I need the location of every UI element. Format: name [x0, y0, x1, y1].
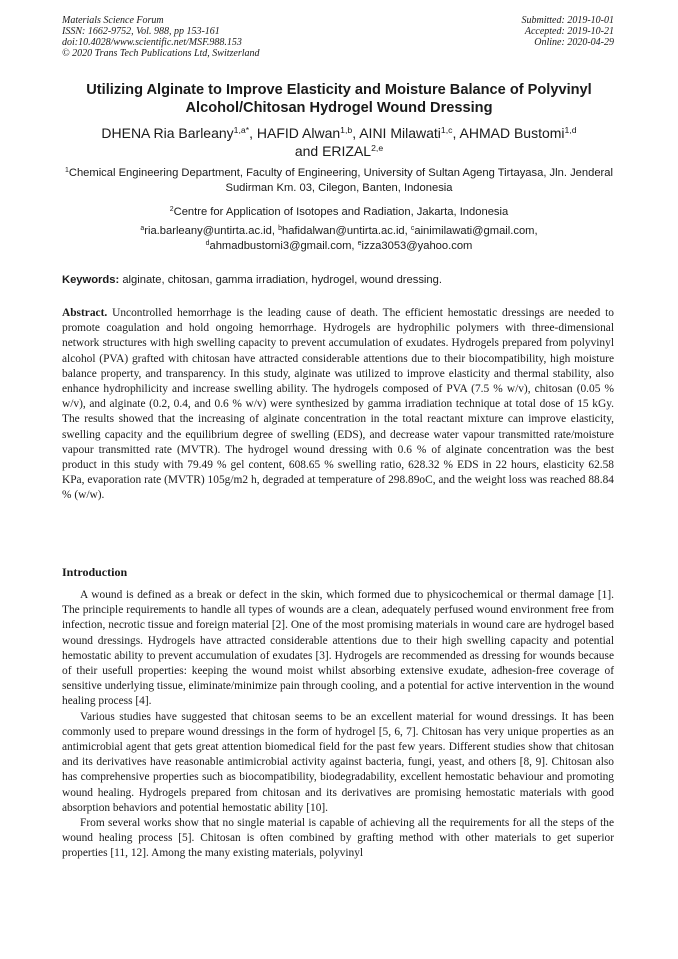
author-name: HAFID Alwan	[256, 125, 341, 141]
journal-issn: ISSN: 1662-9752, Vol. 988, pp 153-161	[62, 26, 220, 37]
author-list: DHENA Ria Barleany$^{1,a*}$, HAFID Alwan$^{1,b}$, AINI Milawati$^{1,c}$, AHMAD Bustomi$^{1,d}$ and ERIZAL$^{2,e}$	[101, 125, 577, 159]
author-name: AINI Milawati	[359, 125, 441, 141]
keywords	[62, 273, 614, 288]
submission-dates	[522, 15, 615, 48]
email-mark: c	[410, 225, 415, 233]
journal-name: Materials Science Forum	[62, 15, 164, 26]
paragraph: A wound is defined as a break or defect in the skin, which formed due to physicochemical or thermal damage [1]. The principle requirements to handle all types of wounds are a clean, adequately perfused wound environment free from infection, necrotic tissue and foreign material [2]. One of the most promising materials in wound care are hydrogel based wound dressings. Hydrogels have attracted considerable attentions due to their high swelling capacity and potential hemostatic ability to prevent accumulation of exudates [3]. Hydrogels are recommended as dressing for wounds because of their usefull properties: keeping the wound moist whilst absorbing extensive exudate, adhesion-free coverage of sensitive underlying tissue, eliminate/minimize pain through cooling, and a potential for active intervention in the wound healing process [4].	[62, 589, 615, 708]
author-name: ERIZAL	[322, 143, 372, 159]
author-affiliation-mark: 2,e	[371, 143, 384, 154]
email-link[interactable]: ria.barleany@untirta.ac.id	[144, 225, 272, 237]
author-affiliation-mark: 1,c	[440, 125, 453, 136]
affiliation-1	[40, 166, 638, 196]
paragraph: From several works show that no single material is capable of achieving all the requirements for all the steps of the wound healing process [5]. Chitosan is often combined by grafting method with other materials to get superior properties [11, 12]. Among the many existing materials, polyvinyl	[62, 817, 614, 860]
abstract-label: Abstract.	[62, 307, 108, 319]
journal-info	[62, 15, 260, 59]
abstract	[62, 306, 614, 504]
keywords-label: Keywords:	[62, 274, 120, 286]
affiliation-mark: 1	[65, 167, 69, 175]
keywords-text: alginate, chitosan, gamma irradiation, hydrogel, wound dressing.	[122, 274, 442, 286]
affiliation-mark: 2	[169, 206, 174, 214]
section-heading-introduction: Introduction	[62, 565, 128, 579]
submitted-date: Submitted: 2019-10-01	[521, 15, 614, 26]
author-name: DHENA Ria Barleany	[101, 125, 234, 141]
email-link[interactable]: izza3053@yahoo.com	[361, 240, 473, 252]
affiliation-2	[40, 205, 638, 220]
email-link[interactable]: ahmadbustomi3@gmail.com	[209, 240, 352, 252]
author-affiliation-mark: 1,d	[564, 125, 577, 136]
email-mark: a	[140, 225, 145, 233]
email-mark: d	[205, 240, 210, 248]
email-mark: b	[278, 225, 282, 233]
author-affiliation-mark: 1,a*	[233, 125, 250, 136]
email-link[interactable]: ainimilawati@gmail.com	[414, 225, 535, 237]
email-link[interactable]: hafidalwan@untirta.ac.id	[281, 225, 405, 237]
affiliation-text: Chemical Engineering Department, Faculty of Engineering, University of Sultan Ageng Tirtayasa, Jln. Jenderal Sudirman Km. 03, Cilegon, Banten, Indonesia	[68, 167, 613, 194]
introduction-body	[62, 588, 614, 862]
author-emails: $^a$ria.barleany@untirta.ac.id, $^b$hafidalwan@untirta.ac.id, $^c$ainimilawati@gmail.com, $^d$ahmadbustomi3@gmail.com, $^e$izza3053@yahoo.com	[140, 225, 538, 252]
journal-copyright: © 2020 Trans Tech Publications Ltd, Switzerland	[62, 48, 260, 59]
paper-title: Utilizing Alginate to Improve Elasticity and Moisture Balance of Polyvinyl Alcohol/Chitosan Hydrogel Wound Dressing	[86, 82, 592, 116]
author-affiliation-mark: 1,b	[340, 125, 353, 136]
email-mark: e	[357, 240, 362, 248]
accepted-date: Accepted: 2019-10-21	[524, 26, 614, 37]
affiliation-text: Centre for Application of Isotopes and Radiation, Jakarta, Indonesia	[173, 206, 509, 218]
abstract-text: Uncontrolled hemorrhage is the leading cause of death. The efficient hemostatic dressings are needed to promote coagulation and hold ongoing hemorrhage. Hydrogels are hydrophilic polymers with three-dimensional network structures with high swelling capacity to prevent accumulation of exudates. Hydrogels prepared from polyvinyl alcohol (PVA) grafted with chitosan have attracted considerable attentions due to their biocompatibility, high moisture balance property, and transparency. In this study, alginate was utilized to improve elasticity and thermal stability, also enhance hydrophilicity and increase swelling ability. The hydrogels composed of PVA (7.5 % w/v), chitosan (0.05 % w/v), and alginate (0.2, 0.4, and 0.6 % w/v) were synthesized by gamma irradiation technique at total dose of 15 kGy. The results showed that the increasing of alginate concentration in the total reactant mixture can improve elasticity, swelling capacity and the equilibrium degree of swelling (EDS), and decrease water vapour transmitted rate/moisture vapour transmitted rate (MVTR). The hydrogel wound dressing with 0.6 % of alginate concentration was the best product in this study with 79.49 % gel content, 608.65 % swelling ratio, 628.32 % EDS in 22 hours, elasticity 62.58 KPa, evaporation rate (MVTR) 105g/m2 h, degraded at temperature of 298.89oC, and the weight loss was reached 88.84 % (w/w).	[62, 307, 615, 502]
online-date: Online: 2020-04-29	[534, 37, 614, 48]
paragraph: Various studies have suggested that chitosan seems to be an excellent material for wound dressings. It has been commonly used to prepare wound dressings in the form of hydrogel [5, 6, 7]. Chitosan has very unique properties as an antimicrobial agent that gets great attention biomedical field for the past few years. Different studies show that chitosan and its derivatives have reasonable antimicrobial activity against bacteria, fungi, yeast, and others [8, 9]. Chitosan also has comprehensive properties such as biocompatibility, biodegradability, excellent hemostatic behaviour and promoting wound healing. Hydrogels prepared from chitosan and its derivatives are promising hemostatic materials with good absorption behaviors and potential hemostatic ability [10].	[62, 710, 614, 814]
journal-doi: doi:10.4028/www.scientific.net/MSF.988.153	[62, 37, 242, 48]
author-name: AHMAD Bustomi	[459, 125, 565, 141]
